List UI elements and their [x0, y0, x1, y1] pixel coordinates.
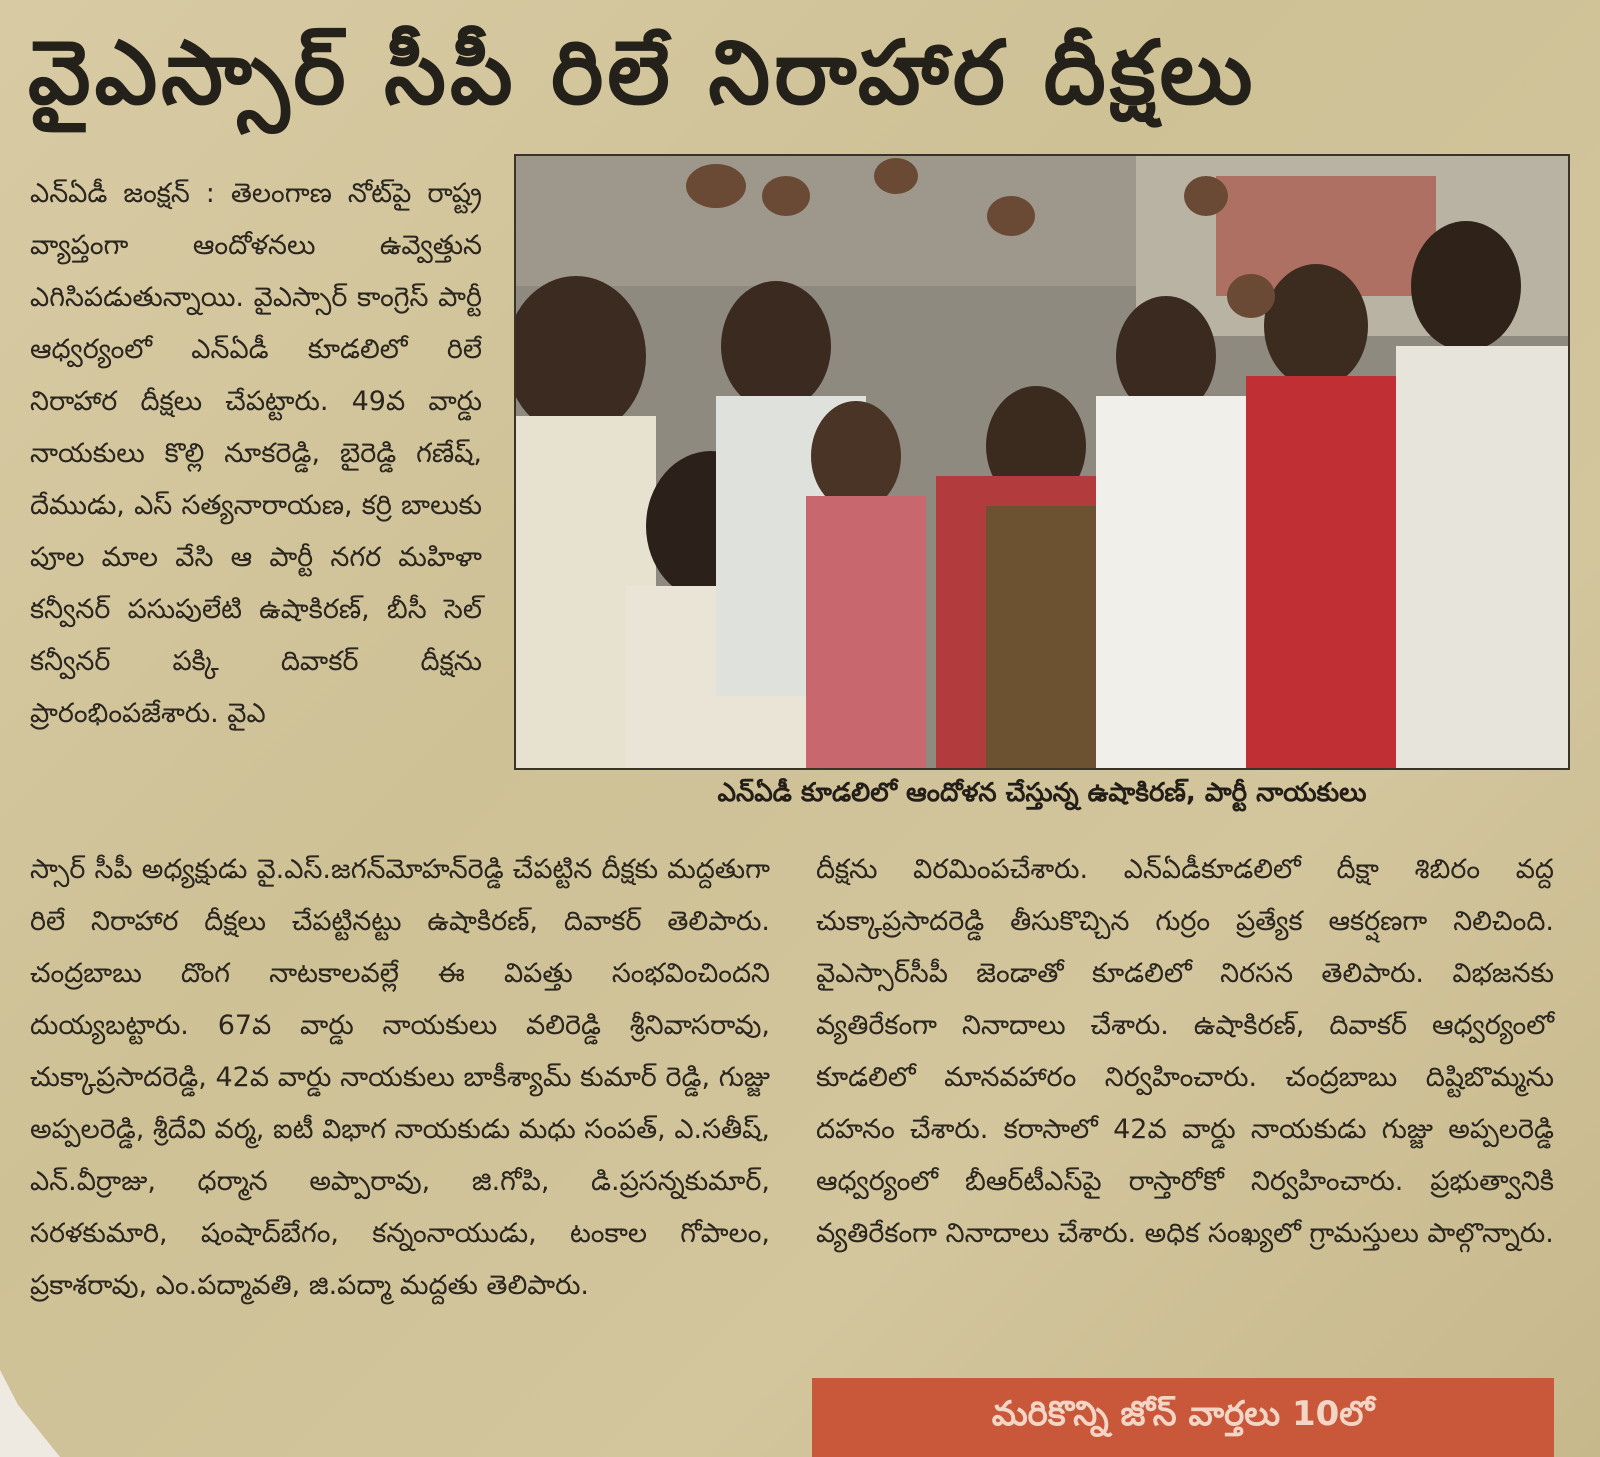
body-column-left-top: ఎన్‌ఏడీ జంక్షన్ : తెలంగాణ నోట్‌పై రాష్ట్ర వ్యాప్తంగా ఆందోళనలు ఉవ్వెత్తున ఎగిసిపడుతున్నాయి. వైఎస్సార్ కాంగ్రెస్ పార్టీ ఆధ్వర్యంలో ఎన్‌ఏడీ కూడలిలో రిలే నిరాహార దీక్షలు చేపట్టారు. 49వ వార్డు నాయకులు కొల్లి నూకరెడ్డి, బైరెడ్డి గణేష్, దేముడు, ఎస్ సత్యనారాయణ, కర్రి బాలుకు పూల మాల వేసి ఆ పార్టీ నగర మహిళా కన్వీనర్ పసుపులేటి ఉషాకిరణ్, బీసీ సెల్ కన్వీనర్ పక్కి దివాకర్ దీక్షను ప్రారంభింపజేశారు. వైఎ — [30, 178, 482, 729]
body-column-right: దీక్షను విరమింపచేశారు. ఎన్‌ఏడీకూడలిలో దీక్షా శిబిరం వద్ద చుక్కాప్రసాదరెడ్డి తీసుకొచ్చిన గుర్రం ప్రత్యేక ఆకర్షణగా నిలిచింది. వైఎస్సార్‌సీపీ జెండాతో కూడలిలో నిరసన తెలిపారు. విభజనకు వ్యతిరేకంగా నినాదాలు చేశారు. ఉషాకిరణ్, దివాకర్ ఆధ్వర్యంలో కూడలిలో మానవహారం నిర్వహించారు. చంద్రబాబు దిష్టిబొమ్మను దహనం చేశారు. కరాసాలో 42వ వార్డు నాయకుడు గుజ్జు అప్పలరెడ్డి ఆధ్వర్యంలో బీఆర్‌టీఎస్‌పై రాస్తారోకో నిర్వహించారు. ప్రభుత్వానికి వ్యతిరేకంగా నినాదాలు చేశారు. అధిక సంఖ్యలో గ్రామస్తులు పాల్గొన్నారు. — [816, 854, 1554, 1249]
news-photo — [514, 154, 1570, 770]
body-column-left-bottom: స్సార్ సీపీ అధ్యక్షుడు వై.ఎస్.జగన్‌మోహన్‌రెడ్డి చేపట్టిన దీక్షకు మద్దతుగా రిలే నిరాహార దీక్షలు చేపట్టినట్టు ఉషాకిరణ్, దివాకర్ తెలిపారు. చంద్రబాబు దొంగ నాటకాలవల్లే ఈ విపత్తు సంభవించిందని దుయ్యబట్టారు. 67వ వార్డు నాయకులు వలిరెడ్డి శ్రీనివాసరావు, చుక్కాప్రసాదరెడ్డి, 42వ వార్డు నాయకులు బాకీశ్యామ్ కుమార్ రెడ్డి, గుజ్జు అప్పలరెడ్డి, శ్రీదేవి వర్మ, ఐటీ విభాగ నాయకుడు మధు సంపత్, ఎ.సతీష్, ఎన్.వీర్రాజు, ధర్మాన అప్పారావు, జి.గోపి, డి.ప్రసన్నకుమార్, సరళకుమారి, షంషాద్‌బేగం, కన్నంనాయుడు, టంకాల గోపాలం, ప్రకాశరావు, ఎం.పద్మావతి, జి.పద్మా మద్దతు తెలిపారు. — [30, 854, 770, 1301]
more-news-banner: మరికొన్ని జోన్ వార్తలు 10లో — [812, 1378, 1554, 1457]
article-headline: వైఎస్సార్ సీపీ రిలే నిరాహార దీక్షలు — [28, 21, 1257, 124]
photo-caption: ఎన్‌ఏడీ కూడలిలో ఆందోళన చేస్తున్న ఉషాకిరణ్, పార్టీ నాయకులు — [717, 778, 1367, 808]
torn-corner — [0, 1370, 60, 1457]
protest-crowd-image — [516, 156, 1568, 768]
